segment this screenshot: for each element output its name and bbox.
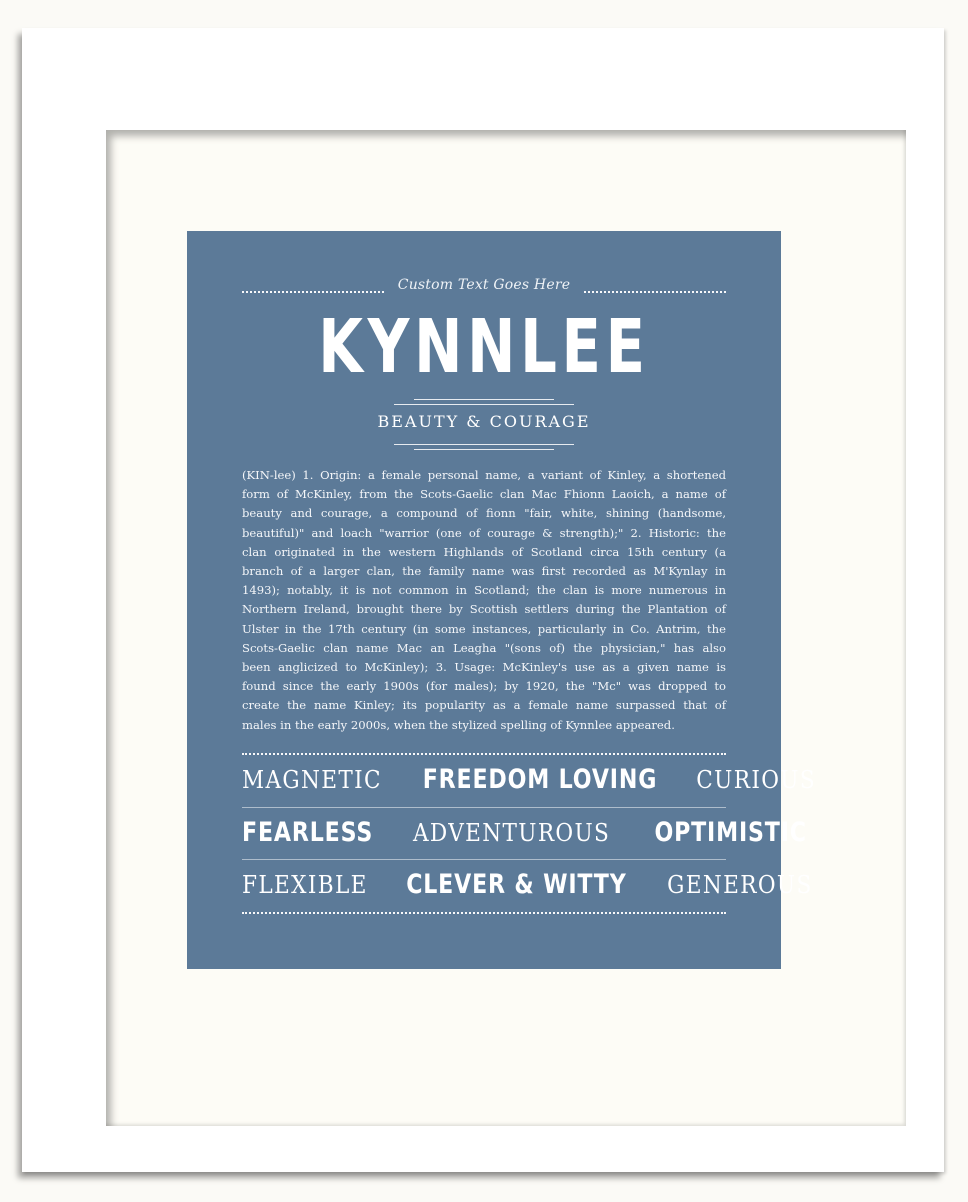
trait-word: FEARLESS (242, 817, 374, 848)
definition-line: been anglicized to McKinley); 3. Usage: McKinley's use as a given name is (242, 660, 726, 675)
traits-row-2 (242, 817, 807, 857)
definition-line: 1493); notably, it is not common in Scotland; the clan is more numerous in (242, 583, 726, 598)
trait-word: OPTIMISTIC (654, 817, 807, 848)
upper-rule-1 (414, 399, 554, 400)
trait-word: FLEXIBLE (242, 871, 368, 899)
definition-line: clan originated in the western Highlands of Scotland circa 15th century (a (242, 544, 726, 559)
definition-line: beautiful)" and loach "warrior (one of courage & strength);" 2. Historic: the (242, 525, 726, 540)
traits-top-dotted-divider (242, 753, 726, 755)
trait-word: MAGNETIC (242, 766, 382, 794)
definition-line: Scots-Gaelic clan name Mac an Leagha "(sons of) the physician," has also (242, 640, 726, 655)
name-heading: KYNNLEE (318, 304, 650, 390)
definition-line: branch of a larger clan, the family name was first recorded as M'Kynlay in (242, 564, 726, 579)
custom-text-row (242, 277, 726, 301)
trait-word: CURIOUS (696, 766, 817, 794)
upper-rule-2 (394, 404, 574, 405)
trait-word: FREEDOM LOVING (423, 764, 658, 795)
definition-line: males in the early 2000s, when the stylized spelling of Kynnlee appeared. (242, 717, 675, 732)
name-meaning: BEAUTY & COURAGE (377, 412, 591, 431)
definition-line: form of McKinley, from the Scots-Gaelic clan Mac Fhionn Laoich, a name of (242, 487, 726, 502)
name-print (187, 231, 817, 969)
definition-line: Northern Ireland, brought there by Scottish settlers during the Plantation of (242, 602, 726, 617)
definition-line: create the name Kinley; its popularity as a female name surpassed that of (242, 698, 726, 713)
definition-line: (KIN-lee) 1. Origin: a female personal name, a variant of Kinley, a shortened (242, 468, 726, 482)
lower-rule-1 (394, 444, 574, 445)
right-dotted-divider (584, 291, 726, 293)
definition-line: beauty and courage, a compound of fionn "fair, white, shining (handsome, (242, 506, 726, 521)
traits-bottom-dotted-divider (242, 912, 726, 914)
traits-divider-2 (242, 859, 726, 860)
traits-row-3 (242, 869, 813, 909)
trait-word: ADVENTUROUS (412, 819, 611, 847)
traits-row-1 (242, 764, 817, 804)
definition-line: Ulster in the 17th century (in some instances, particularly in Co. Antrim, the (242, 621, 726, 636)
custom-text: Custom Text Goes Here (397, 277, 571, 293)
trait-word: CLEVER & WITTY (405, 869, 627, 900)
lower-rule-2 (414, 449, 554, 450)
trait-word: GENEROUS (666, 871, 813, 899)
name-definition (242, 466, 726, 735)
definition-line: found since the early 1900s (for males); by 1920, the "Mc" was dropped to (242, 679, 726, 694)
traits-divider-1 (242, 807, 726, 808)
